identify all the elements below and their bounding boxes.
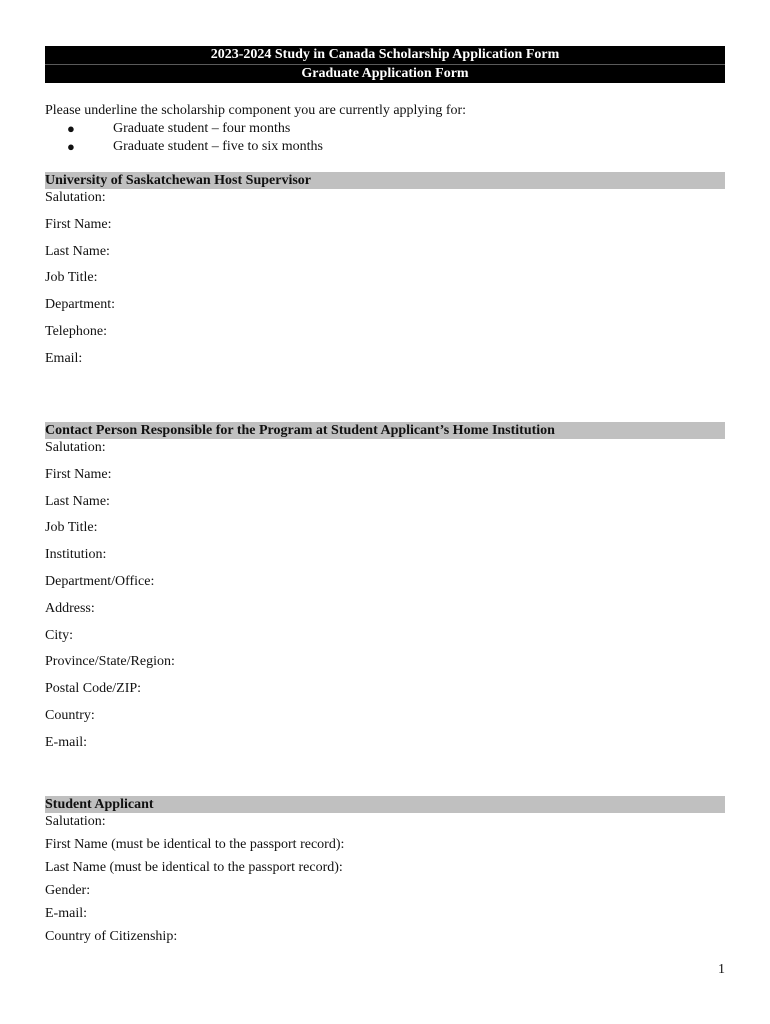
bullet-icon: ● <box>67 139 75 154</box>
field-department-office[interactable]: Department/Office: <box>45 573 155 589</box>
field-email[interactable]: E-mail: <box>45 906 87 921</box>
field-salutation[interactable]: Salutation: <box>45 190 106 205</box>
field-last-name[interactable]: Last Name: <box>45 243 110 259</box>
field-salutation[interactable]: Salutation: <box>45 814 106 829</box>
section-home-contact <box>45 422 725 752</box>
field-institution[interactable]: Institution: <box>45 547 107 563</box>
form-title: 2023-2024 Study in Canada Scholarship Application Form <box>210 47 560 62</box>
field-country[interactable]: Country: <box>45 707 95 723</box>
field-job-title[interactable]: Job Title: <box>45 520 98 536</box>
field-telephone[interactable]: Telephone: <box>45 323 107 339</box>
field-first-name[interactable]: First Name (must be identical to the passport record): <box>45 837 345 852</box>
section-heading: University of Saskatchewan Host Supervisor <box>45 172 725 189</box>
field-last-name[interactable]: Last Name (must be identical to the passport record): <box>45 860 343 875</box>
section-host-supervisor <box>45 172 725 368</box>
component-option[interactable] <box>45 120 725 138</box>
field-email[interactable]: E-mail: <box>45 734 87 750</box>
field-first-name[interactable]: First Name: <box>45 466 112 482</box>
bullet-icon: ● <box>67 121 75 136</box>
field-first-name[interactable]: First Name: <box>45 216 112 232</box>
component-options-list <box>45 120 725 156</box>
component-option[interactable] <box>45 138 725 156</box>
section-heading: Contact Person Responsible for the Program at Student Applicant’s Home Institution <box>45 422 725 439</box>
field-province-state-region[interactable]: Province/State/Region: <box>45 654 175 670</box>
component-prompt: Please underline the scholarship component you are currently applying for: <box>45 103 467 118</box>
field-email[interactable]: Email: <box>45 350 83 366</box>
field-city[interactable]: City: <box>45 627 74 643</box>
field-address[interactable]: Address: <box>45 600 95 616</box>
field-postal-code[interactable]: Postal Code/ZIP: <box>45 681 142 697</box>
field-country-of-citizenship[interactable]: Country of Citizenship: <box>45 929 178 944</box>
page-number: 1 <box>718 962 725 977</box>
form-title-banner <box>45 46 725 83</box>
field-department[interactable]: Department: <box>45 297 115 313</box>
component-option-label: Graduate student – four months <box>113 121 291 136</box>
section-student-applicant <box>45 796 725 946</box>
document-page <box>45 46 725 944</box>
field-salutation[interactable]: Salutation: <box>45 440 106 455</box>
field-last-name[interactable]: Last Name: <box>45 493 110 509</box>
component-selection <box>45 102 725 156</box>
section-heading: Student Applicant <box>45 796 725 813</box>
form-subtitle: Graduate Application Form <box>45 64 725 83</box>
field-job-title[interactable]: Job Title: <box>45 270 98 286</box>
component-option-label: Graduate student – five to six months <box>113 139 323 154</box>
field-gender[interactable]: Gender: <box>45 883 91 898</box>
